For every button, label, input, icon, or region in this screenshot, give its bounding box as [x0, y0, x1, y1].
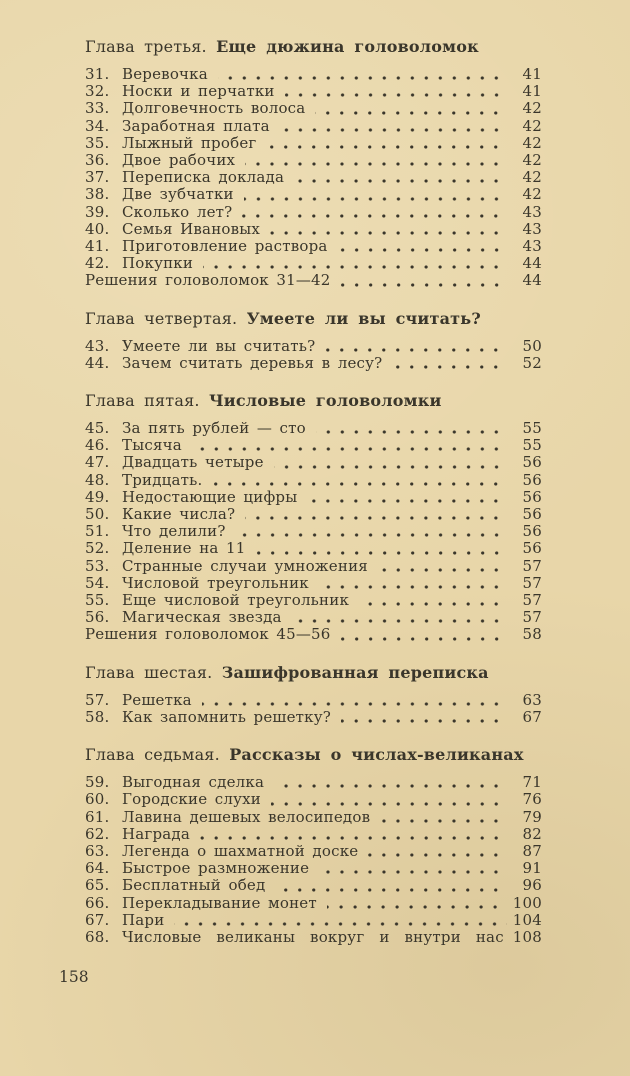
entry-title: Долговечность волоса: [122, 99, 306, 118]
entry-title: Быстрое размножение: [122, 859, 310, 878]
toc-entry: [85, 895, 542, 912]
entry-page-number: 41: [522, 65, 542, 83]
dot-leader: [292, 619, 508, 623]
entry-title: Деление на 11: [122, 539, 246, 558]
entry-title: Легенда о шахматной доске: [122, 841, 359, 860]
entry-title: Две зубчатки: [122, 185, 234, 204]
entry-title: Выгодная сделка: [122, 773, 265, 792]
toc-entry: [85, 692, 542, 709]
dot-leader: [218, 76, 508, 80]
entry-title: Бесплатный обед: [122, 876, 266, 895]
dot-leader: [203, 265, 508, 269]
dot-leader: [256, 551, 508, 555]
entry-page-number: 56: [522, 522, 542, 541]
entry-number: 62.: [85, 824, 110, 843]
entry-page-number: 58: [522, 625, 542, 644]
entry-title: Веревочка: [122, 65, 208, 83]
entry-page-number: 71: [522, 773, 542, 792]
entry-number: 65.: [85, 876, 110, 895]
entry-page-number: 63: [522, 690, 542, 709]
chapter-heading-title: Умеете ли вы считать?: [246, 308, 481, 328]
entry-number: 39.: [85, 202, 110, 221]
toc-section: [85, 746, 542, 946]
dot-leader: [378, 568, 508, 572]
entry-page-number: 100: [512, 893, 542, 912]
toc-entry: [85, 221, 542, 238]
entry-number: 37.: [85, 168, 110, 187]
entry-title: Носки и перчатки: [122, 82, 275, 101]
dot-leader: [341, 637, 508, 641]
entry-page-number: 56: [522, 470, 542, 489]
dot-leader: [174, 922, 506, 926]
entry-title: Тысяча: [122, 436, 182, 455]
entry-number: 43.: [85, 336, 110, 355]
entry-number: 60.: [85, 790, 110, 809]
entry-page-number: 76: [522, 790, 542, 809]
entry-number: 45.: [85, 419, 110, 438]
dot-leader: [341, 719, 508, 723]
table-of-contents: [85, 38, 542, 946]
entry-number: 59.: [85, 773, 110, 792]
toc-entry: [85, 912, 542, 929]
entry-number: 53.: [85, 556, 110, 575]
toc-entry: [85, 877, 542, 894]
entry-title: Семья Ивановых: [122, 219, 261, 238]
toc-entry: [85, 420, 542, 437]
chapter-heading-title: Числовые головоломки: [208, 391, 442, 411]
toc-entry: [85, 809, 542, 826]
page-number-footer: 158: [59, 968, 89, 987]
entry-page-number: 56: [522, 453, 542, 472]
entry-page-number: 44: [522, 271, 542, 290]
entry-title: Лыжный пробег: [122, 133, 257, 152]
entry-number: 33.: [85, 99, 110, 118]
dot-leader: [368, 853, 508, 857]
entry-number: 50.: [85, 505, 110, 524]
entry-page-number: 42: [522, 185, 542, 204]
toc-entry: [85, 437, 542, 454]
entry-title: Как запомнить решетку?: [122, 707, 331, 726]
entry-page-number: 55: [522, 419, 542, 438]
entry-title: Двадцать четыре: [122, 453, 264, 472]
dot-leader: [192, 447, 508, 451]
entry-page-number: 67: [522, 707, 542, 726]
entry-title: Недостающие цифры: [122, 487, 298, 506]
entry-title: Зачем считать деревья в лесу?: [122, 353, 383, 372]
entry-title: Переписка доклада: [122, 168, 285, 187]
entry-number: 51.: [85, 522, 110, 541]
entry-page-number: 56: [522, 487, 542, 506]
entry-page-number: 43: [522, 202, 542, 221]
entry-title: Лавина дешевых велосипедов: [122, 807, 371, 826]
dot-leader: [380, 819, 508, 823]
toc-entry: [85, 152, 542, 169]
entry-title: Покупки: [122, 254, 194, 273]
entry-page-number: 42: [522, 116, 542, 135]
toc-entry: [85, 592, 542, 609]
entry-number: 44.: [85, 353, 110, 372]
entry-number: 58.: [85, 707, 110, 726]
dot-leader: [341, 283, 508, 287]
entry-page-number: 57: [522, 608, 542, 627]
chapter-heading: [85, 664, 542, 682]
toc-entry: [85, 355, 542, 372]
entry-page-number: 42: [522, 99, 542, 118]
toc-entry: [85, 472, 542, 489]
chapter-heading: [85, 38, 542, 56]
toc-entry: [85, 255, 542, 272]
entry-page-number: 43: [522, 237, 542, 256]
dot-leader: [274, 465, 508, 469]
toc-entry: [85, 186, 542, 203]
entry-page-number: 41: [522, 82, 542, 101]
toc-section: [85, 664, 542, 726]
entry-number: 31.: [85, 65, 110, 83]
entry-page-number: 42: [522, 133, 542, 152]
entry-page-number: 57: [522, 591, 542, 610]
toc-entry: [85, 709, 542, 726]
dot-leader: [236, 533, 508, 537]
entry-page-number: 96: [522, 876, 542, 895]
chapter-heading-prefix: Глава пятая.: [85, 391, 200, 411]
entry-number: 42.: [85, 254, 110, 273]
entry-page-number: 50: [522, 336, 542, 355]
chapter-heading: [85, 746, 542, 764]
toc-section: [85, 310, 542, 372]
entry-title: Сколько лет?: [122, 202, 233, 221]
entry-title: Тридцать.: [122, 470, 203, 489]
entry-number: 38.: [85, 185, 110, 204]
dot-leader: [392, 365, 508, 369]
entry-page-number: 43: [522, 219, 542, 238]
entry-title: Странные случаи умножения: [122, 556, 368, 575]
entry-title: За пять рублей — сто: [122, 419, 306, 438]
entry-number: 40.: [85, 219, 110, 238]
toc-section: [85, 392, 542, 644]
entry-title: Решения головоломок 45—56: [85, 625, 331, 644]
toc-entry: [85, 791, 542, 808]
entry-title: Городские слухи: [122, 790, 261, 809]
toc-entry: [85, 118, 542, 135]
entry-page-number: 108: [512, 927, 542, 946]
entry-title: Магическая звезда: [122, 608, 282, 627]
dot-leader: [245, 516, 508, 520]
dot-leader: [285, 93, 508, 97]
dot-leader: [242, 214, 508, 218]
toc-entry: [85, 506, 542, 523]
dot-leader: [316, 430, 508, 434]
entry-number: 68.: [85, 927, 110, 946]
entry-number: 56.: [85, 608, 110, 627]
chapter-heading-title: Рассказы о числах-великанах: [229, 745, 524, 765]
dot-leader: [280, 128, 508, 132]
entry-title: Числовой треугольник: [122, 573, 309, 592]
toc-entry: [85, 523, 542, 540]
dot-leader: [275, 888, 508, 892]
toc-entry: [85, 454, 542, 471]
toc-entry: [85, 774, 542, 791]
toc-entry: [85, 558, 542, 575]
chapter-heading-title: Зашифрованная переписка: [221, 662, 489, 682]
entry-number: 63.: [85, 841, 110, 860]
toc-entry: [85, 826, 542, 843]
dot-leader: [245, 162, 508, 166]
toc-entry: [85, 338, 542, 355]
entry-page-number: 56: [522, 505, 542, 524]
dot-leader: [294, 179, 508, 183]
entry-number: 35.: [85, 133, 110, 152]
entry-title: Пари: [122, 910, 165, 929]
entry-title: Умеете ли вы считать?: [122, 336, 316, 355]
dot-leader: [270, 231, 508, 235]
entry-number: 52.: [85, 539, 110, 558]
toc-entry: [85, 860, 542, 877]
toc-entry: [85, 843, 542, 860]
toc-entry: [85, 169, 542, 186]
dot-leader: [307, 499, 508, 503]
dot-leader: [327, 905, 507, 909]
entry-title: Какие числа?: [122, 505, 236, 524]
dot-leader: [274, 784, 508, 788]
entry-number: 48.: [85, 470, 110, 489]
entry-number: 57.: [85, 690, 110, 709]
toc-section: [85, 38, 542, 290]
chapter-heading: [85, 392, 542, 410]
entry-page-number: 44: [522, 254, 542, 273]
entry-title: Заработная плата: [122, 116, 270, 135]
entry-page-number: 56: [522, 539, 542, 558]
toc-entry: [85, 238, 542, 255]
entry-number: 66.: [85, 893, 110, 912]
entry-page-number: 91: [522, 859, 542, 878]
dot-leader: [202, 702, 508, 706]
entry-title: Решетка: [122, 690, 192, 709]
entry-title: Награда: [122, 824, 191, 843]
toc-entry: [85, 540, 542, 557]
entry-page-number: 57: [522, 556, 542, 575]
toc-entry: [85, 575, 542, 592]
entry-page-number: 42: [522, 168, 542, 187]
chapter-heading: [85, 310, 542, 328]
dot-leader: [319, 870, 508, 874]
dot-leader: [359, 602, 508, 606]
toc-entry: [85, 204, 542, 221]
entry-number: 61.: [85, 807, 110, 826]
toc-entry: [85, 929, 542, 946]
toc-entry: [85, 489, 542, 506]
entry-title: Решения головоломок 31—42: [85, 271, 331, 290]
chapter-heading-prefix: Глава третья.: [85, 37, 207, 56]
dot-leader: [244, 197, 508, 201]
entry-number: 49.: [85, 487, 110, 506]
toc-entry: [85, 135, 542, 152]
entry-title: Еще числовой треугольник: [122, 591, 350, 610]
dot-leader: [212, 482, 508, 486]
dot-leader: [338, 248, 508, 252]
entry-title: Двое рабочих: [122, 151, 236, 170]
entry-title: Перекладывание монет: [122, 893, 317, 912]
entry-page-number: 57: [522, 573, 542, 592]
entry-page-number: 104: [512, 910, 542, 929]
entry-title: Числовые великаны вокруг и внутри нас: [122, 927, 504, 946]
toc-entry: [85, 609, 542, 626]
entry-page-number: 52: [522, 353, 542, 372]
toc-entry: [85, 66, 542, 83]
entry-number: 41.: [85, 237, 110, 256]
entry-number: 67.: [85, 910, 110, 929]
entry-title: Приготовление раствора: [122, 237, 328, 256]
chapter-heading-prefix: Глава четвертая.: [85, 308, 238, 328]
entry-title: Что делили?: [122, 522, 226, 541]
dot-leader: [271, 802, 508, 806]
entry-number: 47.: [85, 453, 110, 472]
chapter-heading-title: Еще дюжина головоломок: [216, 37, 479, 56]
toc-entry: [85, 83, 542, 100]
dot-leader: [319, 585, 508, 589]
entry-number: 55.: [85, 591, 110, 610]
entry-number: 64.: [85, 859, 110, 878]
dot-leader: [325, 348, 508, 352]
entry-number: 32.: [85, 82, 110, 101]
dot-leader: [200, 836, 508, 840]
entry-page-number: 42: [522, 151, 542, 170]
entry-number: 34.: [85, 116, 110, 135]
toc-entry: [85, 626, 542, 643]
entry-number: 54.: [85, 573, 110, 592]
entry-page-number: 87: [522, 841, 542, 860]
entry-number: 46.: [85, 436, 110, 455]
entry-number: 36.: [85, 151, 110, 170]
entry-page-number: 82: [522, 824, 542, 843]
dot-leader: [315, 111, 508, 115]
dot-leader: [266, 145, 508, 149]
toc-entry: [85, 100, 542, 117]
entry-page-number: 79: [522, 807, 542, 826]
toc-entry: [85, 272, 542, 289]
chapter-heading-prefix: Глава шестая.: [85, 662, 213, 682]
chapter-heading-prefix: Глава седьмая.: [85, 745, 220, 765]
entry-page-number: 55: [522, 436, 542, 455]
